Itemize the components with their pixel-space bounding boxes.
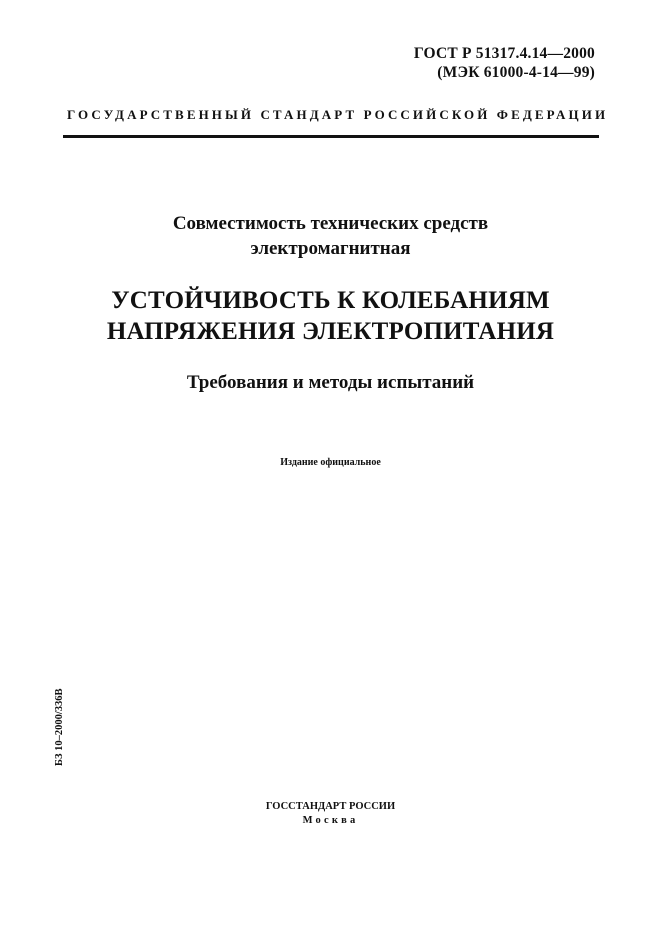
iec-reference: (МЭК 61000-4-14—99) [437,64,595,81]
subject-title [0,211,661,261]
subject-line-1: Совместимость технических средств [172,213,489,234]
main-title [0,285,661,347]
header-divider [63,135,599,138]
standard-designation [414,44,595,82]
subject-line-2: электромагнитная [250,238,411,259]
subtitle: Требования и методы испытаний [186,372,475,393]
publisher-city: Москва [302,815,359,826]
publisher-block [0,800,661,828]
state-standard-heading: ГОСУДАРСТВЕННЫЙ СТАНДАРТ РОССИЙСКОЙ ФЕДЕРАЦИИ [67,107,609,122]
side-code: БЗ 10–2000/336В [54,688,65,766]
standard-number: ГОСТ Р 51317.4.14—2000 [413,45,595,62]
main-title-line-1: УСТОЙЧИВОСТЬ К КОЛЕБАНИЯМ [111,287,550,314]
edition-note: Издание официальное [280,457,381,468]
main-title-line-2: НАПРЯЖЕНИЯ ЭЛЕКТРОПИТАНИЯ [106,318,555,345]
publisher-name: ГОССТАНДАРТ РОССИИ [265,801,396,812]
